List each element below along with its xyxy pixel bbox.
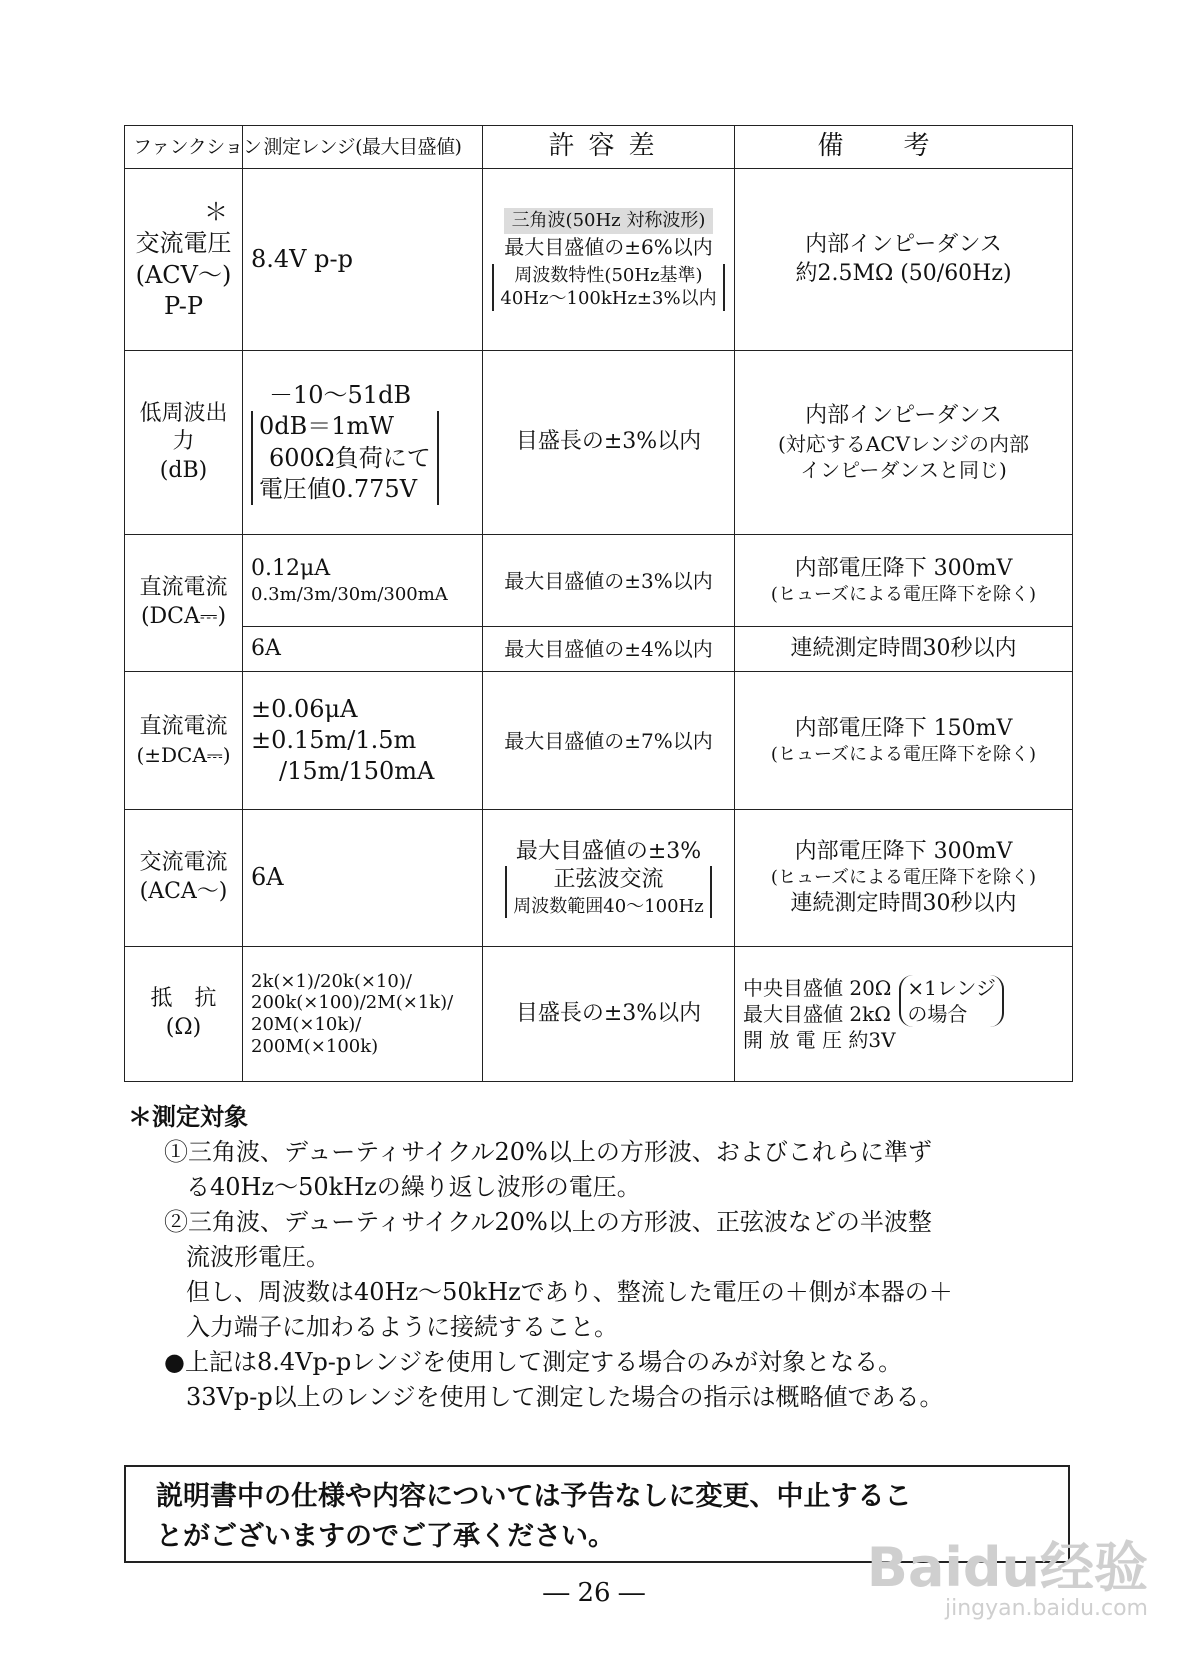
ohm-range: 2k(×1)/20k(×10)/ 200k(×100)/2M(×1k)/ 20M(×10k)/ 200M(×100k): [243, 947, 483, 1082]
ohm-remarks: 中央目盛値 20Ω 最大目盛値 2kΩ ×1レンジ の場合 開 放 電 圧 約3V: [735, 947, 1073, 1082]
dca-6a-range: 6A: [243, 627, 483, 672]
note-item-2: ②三角波、デューティサイクル20%以上の方形波、正弦波などの半波整: [164, 1208, 932, 1236]
row-acv: [125, 169, 1073, 351]
row-aca: [125, 810, 1073, 947]
asterisk-mark: ＊: [204, 198, 228, 227]
row-ohm: [125, 947, 1073, 1082]
row-db: [125, 351, 1073, 535]
pm-dca-function: 直流電流 (±DCA⎓): [125, 672, 243, 810]
dca-range: 0.12μA 0.3m/3m/30m/300mA: [243, 535, 483, 627]
dca-remarks: 内部電圧降下 300mV (ヒューズによる電圧降下を除く): [735, 535, 1073, 627]
note-item-1: ①三角波、デューティサイクル20%以上の方形波、およびこれらに準ず: [164, 1138, 932, 1166]
ohm-tolerance: 目盛長の±3%以内: [483, 947, 735, 1082]
acv-tolerance: 三角波(50Hz 対称波形) 最大目盛値の±6%以内 周波数特性(50Hz基準) 40Hz～100kHz±3%以内: [483, 169, 735, 351]
spec-table: [124, 125, 1073, 1082]
header-range: 測定レンジ(最大目盛値): [243, 126, 483, 169]
dca-tolerance: 最大目盛値の±3%以内: [483, 535, 735, 627]
pm-dca-remarks: 内部電圧降下 150mV (ヒューズによる電圧降下を除く): [735, 672, 1073, 810]
header-tolerance: 許容差: [483, 126, 735, 169]
row-dca: [125, 535, 1073, 627]
db-remarks: 内部インピーダンス (対応するACVレンジの内部 インピーダンスと同じ): [735, 351, 1073, 535]
acv-remarks: 内部インピーダンス 約2.5MΩ (50/60Hz): [735, 169, 1073, 351]
page-number: ― 26 ―: [543, 1578, 645, 1608]
ohm-function: 抵 抗 (Ω): [125, 947, 243, 1082]
watermark-logo: Baidu经验: [866, 1536, 1148, 1599]
acv-range: 8.4V p-p: [243, 169, 483, 351]
dca-6a-remarks: 連続測定時間30秒以内: [735, 627, 1073, 672]
db-range: －10～51dB 0dB＝1mW 600Ω負荷にて 電圧値0.775V: [243, 351, 483, 535]
aca-function: 交流電流 (ACA～): [125, 810, 243, 947]
watermark-url: jingyan.baidu.com: [944, 1596, 1148, 1621]
header-row: [125, 126, 1073, 169]
notes-title: ＊測定対象: [128, 1103, 248, 1131]
note-item-3: ●上記は8.4Vp-pレンジを使用して測定する場合のみが対象となる。: [164, 1348, 903, 1376]
dca-function: 直流電流 (DCA⎓): [125, 535, 243, 672]
aca-tolerance: 最大目盛値の±3% 正弦波交流 周波数範囲40～100Hz: [483, 810, 735, 947]
pm-dca-tolerance: 最大目盛値の±7%以内: [483, 672, 735, 810]
db-function: 低周波出力 (dB): [125, 351, 243, 535]
acv-function: ＊ 交流電圧 (ACV～) P-P: [125, 169, 243, 351]
dca-6a-tolerance: 最大目盛値の±4%以内: [483, 627, 735, 672]
header-function: ファンクション: [125, 126, 243, 169]
aca-range: 6A: [243, 810, 483, 947]
pm-dca-range: ±0.06μA ±0.15m/1.5m /15m/150mA: [243, 672, 483, 810]
measurement-notes: ＊測定対象 ①三角波、デューティサイクル20%以上の方形波、およびこれらに準ず る40Hz～50kHzの繰り返し波形の電圧。 ②三角波、デューティサイクル20%以上の方形波、正弦波などの半波整 流波形電圧。 但し、周波数は40Hz～50kHzであり、整流した電圧の＋側が本器の＋ 入力端子に加わるように接続すること。 ●上記は8.4Vp-pレンジを使用して測定する場合のみが対象となる。 33Vp-p以上のレンジを使用して測定した場合の指示は概略値である。: [128, 1100, 1078, 1415]
row-dca-6a: [125, 627, 1073, 672]
notice-box: 説明書中の仕様や内容については予告なしに変更、中止するこ とがございますのでご了承ください。: [124, 1465, 1070, 1563]
db-tolerance: 目盛長の±3%以内: [483, 351, 735, 535]
header-remarks: 備考: [735, 126, 1073, 169]
aca-remarks: 内部電圧降下 300mV (ヒューズによる電圧降下を除く) 連続測定時間30秒以内: [735, 810, 1073, 947]
row-pm-dca: [125, 672, 1073, 810]
